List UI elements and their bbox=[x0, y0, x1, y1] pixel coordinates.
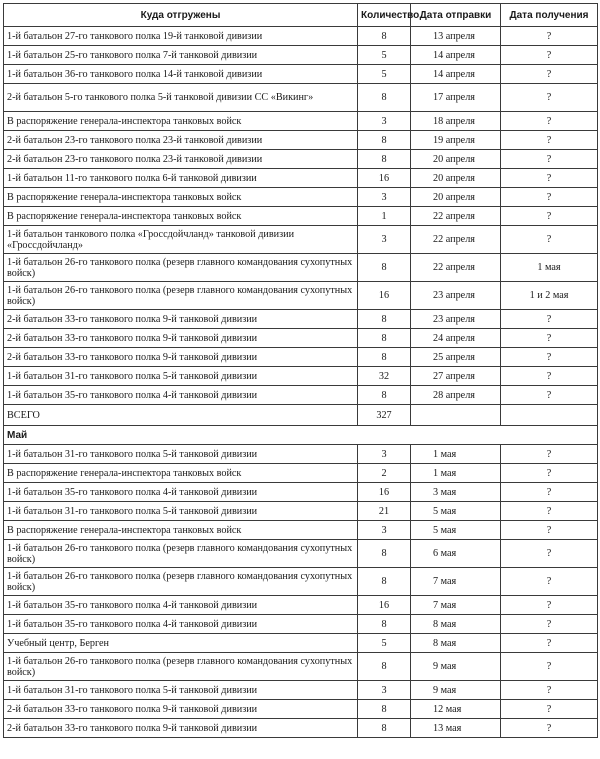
received-date-cell: ? bbox=[501, 700, 598, 719]
quantity-cell: 16 bbox=[358, 596, 411, 615]
table-row bbox=[4, 112, 598, 131]
received-date-cell: ? bbox=[501, 226, 598, 254]
quantity-cell: 16 bbox=[358, 169, 411, 188]
received-date-cell: ? bbox=[501, 131, 598, 150]
destination-cell: 1-й батальон 31-го танкового полка 5-й танковой дивизии bbox=[4, 681, 358, 700]
destination-cell: 1-й батальон 11-го танкового полка 6-й танковой дивизии bbox=[4, 169, 358, 188]
quantity-cell: 8 bbox=[358, 615, 411, 634]
table-row bbox=[4, 169, 598, 188]
destination-cell: 2-й батальон 33-го танкового полка 9-й танковой дивизии bbox=[4, 329, 358, 348]
destination-cell: 2-й батальон 5-го танкового полка 5-й танковой дивизии СС «Викинг» bbox=[4, 84, 358, 112]
received-date-cell: ? bbox=[501, 568, 598, 596]
quantity-cell: 8 bbox=[358, 348, 411, 367]
destination-cell: В распоряжение генерала-инспектора танковых войск bbox=[4, 207, 358, 226]
table-row bbox=[4, 84, 598, 112]
quantity-cell: 8 bbox=[358, 84, 411, 112]
total-quantity: 327 bbox=[358, 405, 411, 426]
sent-date-cell: 22 апреля bbox=[411, 226, 501, 254]
total-label: ВСЕГО bbox=[4, 405, 358, 426]
quantity-cell: 8 bbox=[358, 310, 411, 329]
destination-cell: 1-й батальон 26-го танкового полка (резерв главного командования сухопутных войск) bbox=[4, 282, 358, 310]
section-label-may: Май bbox=[4, 426, 598, 445]
sent-date-cell: 28 апреля bbox=[411, 386, 501, 405]
sent-date-cell: 14 апреля bbox=[411, 65, 501, 84]
destination-cell: 2-й батальон 33-го танкового полка 9-й танковой дивизии bbox=[4, 700, 358, 719]
sent-date-cell: 24 апреля bbox=[411, 329, 501, 348]
sent-date-cell: 8 мая bbox=[411, 615, 501, 634]
header-quantity: Количество bbox=[358, 4, 411, 27]
quantity-cell: 3 bbox=[358, 112, 411, 131]
destination-cell: В распоряжение генерала-инспектора танковых войск bbox=[4, 188, 358, 207]
received-date-cell: ? bbox=[501, 596, 598, 615]
table-row bbox=[4, 653, 598, 681]
table-row bbox=[4, 464, 598, 483]
quantity-cell: 5 bbox=[358, 46, 411, 65]
sent-date-cell: 7 мая bbox=[411, 596, 501, 615]
quantity-cell: 8 bbox=[358, 653, 411, 681]
sent-date-cell: 9 мая bbox=[411, 681, 501, 700]
sent-date-cell: 17 апреля bbox=[411, 84, 501, 112]
header-received-date: Дата получения bbox=[501, 4, 598, 27]
destination-cell: 2-й батальон 23-го танкового полка 23-й танковой дивизии bbox=[4, 131, 358, 150]
received-date-cell: ? bbox=[501, 348, 598, 367]
destination-cell: 1-й батальон 25-го танкового полка 7-й танковой дивизии bbox=[4, 46, 358, 65]
table-row bbox=[4, 483, 598, 502]
shipment-table bbox=[3, 3, 598, 738]
received-date-cell: ? bbox=[501, 681, 598, 700]
destination-cell: 1-й батальон 31-го танкового полка 5-й танковой дивизии bbox=[4, 445, 358, 464]
sent-date-cell: 1 мая bbox=[411, 445, 501, 464]
table-row bbox=[4, 254, 598, 282]
sent-date-cell: 13 апреля bbox=[411, 27, 501, 46]
destination-cell: В распоряжение генерала-инспектора танковых войск bbox=[4, 464, 358, 483]
received-date-cell: ? bbox=[501, 188, 598, 207]
total-empty-cell bbox=[411, 405, 501, 426]
sent-date-cell: 1 мая bbox=[411, 464, 501, 483]
quantity-cell: 16 bbox=[358, 282, 411, 310]
total-row bbox=[4, 405, 598, 426]
received-date-cell: ? bbox=[501, 386, 598, 405]
destination-cell: 1-й батальон 35-го танкового полка 4-й танковой дивизии bbox=[4, 615, 358, 634]
sent-date-cell: 3 мая bbox=[411, 483, 501, 502]
received-date-cell: ? bbox=[501, 310, 598, 329]
received-date-cell: 1 мая bbox=[501, 254, 598, 282]
table-row bbox=[4, 634, 598, 653]
sent-date-cell: 5 мая bbox=[411, 502, 501, 521]
destination-cell: 1-й батальон 35-го танкового полка 4-й танковой дивизии bbox=[4, 483, 358, 502]
quantity-cell: 21 bbox=[358, 502, 411, 521]
received-date-cell: ? bbox=[501, 540, 598, 568]
sent-date-cell: 13 мая bbox=[411, 719, 501, 738]
table-row bbox=[4, 150, 598, 169]
received-date-cell: ? bbox=[501, 367, 598, 386]
table-row bbox=[4, 367, 598, 386]
received-date-cell: ? bbox=[501, 719, 598, 738]
destination-cell: 2-й батальон 33-го танкового полка 9-й танковой дивизии bbox=[4, 310, 358, 329]
received-date-cell: ? bbox=[501, 521, 598, 540]
table-row bbox=[4, 348, 598, 367]
received-date-cell: ? bbox=[501, 84, 598, 112]
sent-date-cell: 23 апреля bbox=[411, 282, 501, 310]
quantity-cell: 8 bbox=[358, 254, 411, 282]
destination-cell: Учебный центр, Берген bbox=[4, 634, 358, 653]
destination-cell: 1-й батальон 35-го танкового полка 4-й танковой дивизии bbox=[4, 596, 358, 615]
quantity-cell: 5 bbox=[358, 65, 411, 84]
header-destination: Куда отгружены bbox=[4, 4, 358, 27]
destination-cell: 1-й батальон 31-го танкового полка 5-й танковой дивизии bbox=[4, 367, 358, 386]
total-section bbox=[4, 405, 598, 445]
destination-cell: В распоряжение генерала-инспектора танковых войск bbox=[4, 521, 358, 540]
april-section bbox=[4, 27, 598, 405]
sent-date-cell: 20 апреля bbox=[411, 169, 501, 188]
quantity-cell: 5 bbox=[358, 634, 411, 653]
quantity-cell: 3 bbox=[358, 445, 411, 464]
sent-date-cell: 12 мая bbox=[411, 700, 501, 719]
destination-cell: В распоряжение генерала-инспектора танковых войск bbox=[4, 112, 358, 131]
received-date-cell: 1 и 2 мая bbox=[501, 282, 598, 310]
sent-date-cell: 27 апреля bbox=[411, 367, 501, 386]
received-date-cell: ? bbox=[501, 615, 598, 634]
table-row bbox=[4, 310, 598, 329]
sent-date-cell: 20 апреля bbox=[411, 188, 501, 207]
destination-cell: 1-й батальон танкового полка «Гроссдойчланд» танковой дивизии «Гроссдойчланд» bbox=[4, 226, 358, 254]
destination-cell: 1-й батальон 36-го танкового полка 14-й танковой дивизии bbox=[4, 65, 358, 84]
quantity-cell: 3 bbox=[358, 681, 411, 700]
quantity-cell: 3 bbox=[358, 188, 411, 207]
table-row bbox=[4, 445, 598, 464]
quantity-cell: 2 bbox=[358, 464, 411, 483]
destination-cell: 1-й батальон 26-го танкового полка (резерв главного командования сухопутных войск) bbox=[4, 540, 358, 568]
sent-date-cell: 5 мая bbox=[411, 521, 501, 540]
sent-date-cell: 19 апреля bbox=[411, 131, 501, 150]
received-date-cell: ? bbox=[501, 65, 598, 84]
table-row bbox=[4, 188, 598, 207]
received-date-cell: ? bbox=[501, 112, 598, 131]
sent-date-cell: 23 апреля bbox=[411, 310, 501, 329]
sent-date-cell: 22 апреля bbox=[411, 254, 501, 282]
received-date-cell: ? bbox=[501, 464, 598, 483]
quantity-cell: 8 bbox=[358, 386, 411, 405]
sent-date-cell: 22 апреля bbox=[411, 207, 501, 226]
table-row bbox=[4, 386, 598, 405]
destination-cell: 1-й батальон 26-го танкового полка (резерв главного командования сухопутных войск) bbox=[4, 254, 358, 282]
sent-date-cell: 7 мая bbox=[411, 568, 501, 596]
section-row-may bbox=[4, 426, 598, 445]
received-date-cell: ? bbox=[501, 483, 598, 502]
quantity-cell: 1 bbox=[358, 207, 411, 226]
quantity-cell: 32 bbox=[358, 367, 411, 386]
destination-cell: 1-й батальон 27-го танкового полка 19-й танковой дивизии bbox=[4, 27, 358, 46]
table-row bbox=[4, 596, 598, 615]
table-row bbox=[4, 207, 598, 226]
received-date-cell: ? bbox=[501, 46, 598, 65]
total-empty-cell bbox=[501, 405, 598, 426]
table-row bbox=[4, 615, 598, 634]
header-row bbox=[4, 4, 598, 27]
quantity-cell: 8 bbox=[358, 568, 411, 596]
received-date-cell: ? bbox=[501, 27, 598, 46]
received-date-cell: ? bbox=[501, 502, 598, 521]
sent-date-cell: 14 апреля bbox=[411, 46, 501, 65]
quantity-cell: 8 bbox=[358, 329, 411, 348]
received-date-cell: ? bbox=[501, 653, 598, 681]
table-row bbox=[4, 540, 598, 568]
table-row bbox=[4, 65, 598, 84]
received-date-cell: ? bbox=[501, 329, 598, 348]
quantity-cell: 8 bbox=[358, 719, 411, 738]
destination-cell: 2-й батальон 33-го танкового полка 9-й танковой дивизии bbox=[4, 719, 358, 738]
table-row bbox=[4, 681, 598, 700]
received-date-cell: ? bbox=[501, 207, 598, 226]
table-row bbox=[4, 719, 598, 738]
destination-cell: 2-й батальон 23-го танкового полка 23-й танковой дивизии bbox=[4, 150, 358, 169]
sent-date-cell: 18 апреля bbox=[411, 112, 501, 131]
table-row bbox=[4, 700, 598, 719]
sent-date-cell: 9 мая bbox=[411, 653, 501, 681]
quantity-cell: 8 bbox=[358, 150, 411, 169]
quantity-cell: 8 bbox=[358, 700, 411, 719]
table-row bbox=[4, 282, 598, 310]
table-row bbox=[4, 329, 598, 348]
received-date-cell: ? bbox=[501, 169, 598, 188]
received-date-cell: ? bbox=[501, 445, 598, 464]
sent-date-cell: 6 мая bbox=[411, 540, 501, 568]
quantity-cell: 16 bbox=[358, 483, 411, 502]
sent-date-cell: 8 мая bbox=[411, 634, 501, 653]
received-date-cell: ? bbox=[501, 150, 598, 169]
sent-date-cell: 20 апреля bbox=[411, 150, 501, 169]
may-section bbox=[4, 445, 598, 738]
received-date-cell: ? bbox=[501, 634, 598, 653]
destination-cell: 1-й батальон 26-го танкового полка (резерв главного командования сухопутных войск) bbox=[4, 568, 358, 596]
table-row bbox=[4, 521, 598, 540]
table-row bbox=[4, 131, 598, 150]
table-row bbox=[4, 226, 598, 254]
destination-cell: 1-й батальон 35-го танкового полка 4-й танковой дивизии bbox=[4, 386, 358, 405]
quantity-cell: 3 bbox=[358, 226, 411, 254]
destination-cell: 1-й батальон 31-го танкового полка 5-й танковой дивизии bbox=[4, 502, 358, 521]
destination-cell: 1-й батальон 26-го танкового полка (резерв главного командования сухопутных войск) bbox=[4, 653, 358, 681]
quantity-cell: 3 bbox=[358, 521, 411, 540]
quantity-cell: 8 bbox=[358, 540, 411, 568]
shipment-table-page bbox=[3, 3, 597, 738]
table-row bbox=[4, 46, 598, 65]
table-row bbox=[4, 27, 598, 46]
quantity-cell: 8 bbox=[358, 131, 411, 150]
header-sent-date: Дата отправки bbox=[411, 4, 501, 27]
table-row bbox=[4, 502, 598, 521]
table-row bbox=[4, 568, 598, 596]
destination-cell: 2-й батальон 33-го танкового полка 9-й танковой дивизии bbox=[4, 348, 358, 367]
sent-date-cell: 25 апреля bbox=[411, 348, 501, 367]
quantity-cell: 8 bbox=[358, 27, 411, 46]
